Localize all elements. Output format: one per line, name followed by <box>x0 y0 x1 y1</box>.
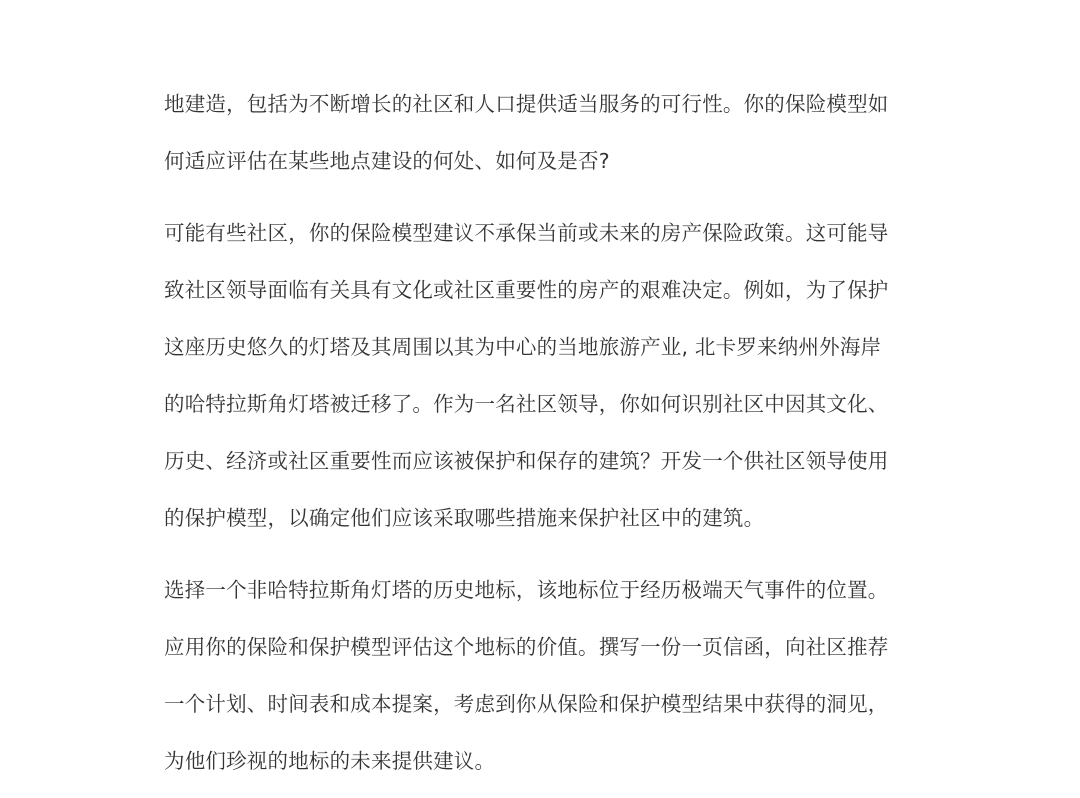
text-line: 可能有些社区，你的保险模型建议不承保当前或未来的房产保险政策。这可能导 <box>164 221 889 245</box>
text-line: 这座历史悠久的灯塔及其周围以其为中心的当地旅游产业, 北卡罗来纳州外海岸 <box>164 335 882 359</box>
paragraph-landmark-letter <box>164 570 924 798</box>
text-line: 的保护模型，以确定他们应该采取哪些措施来保护社区中的建筑。 <box>164 506 765 530</box>
paragraph-spacer <box>164 198 924 213</box>
text-line: 应用你的保险和保护模型评估这个地标的价值。撰写一份一页信函，向社区推荐 <box>164 635 889 659</box>
document-body <box>164 84 924 798</box>
text-line: 一个计划、时间表和成本提案，考虑到你从保险和保护模型结果中获得的洞见， <box>164 692 889 716</box>
text-line: 的哈特拉斯角灯塔被迁移了。作为一名社区领导，你如何识别社区中因其文化、 <box>164 392 889 416</box>
text-line: 地建造，包括为不断增长的社区和人口提供适当服务的可行性。你的保险模型如 <box>164 92 889 116</box>
text-line: 致社区领导面临有关具有文化或社区重要性的房产的艰难决定。例如，为了保护 <box>164 278 889 302</box>
paragraph-protection-model <box>164 213 924 555</box>
text-line: 为他们珍视的地标的未来提供建议。 <box>164 749 496 773</box>
text-line: 选择一个非哈特拉斯角灯塔的历史地标，该地标位于经历极端天气事件的位置。 <box>164 578 889 602</box>
text-line: 何适应评估在某些地点建设的何处、如何及是否? <box>164 149 610 173</box>
paragraph-spacer <box>164 555 924 570</box>
paragraph-feasibility <box>164 84 924 198</box>
text-line: 历史、经济或社区重要性而应该被保护和保存的建筑？开发一个供社区领导使用 <box>164 449 889 473</box>
